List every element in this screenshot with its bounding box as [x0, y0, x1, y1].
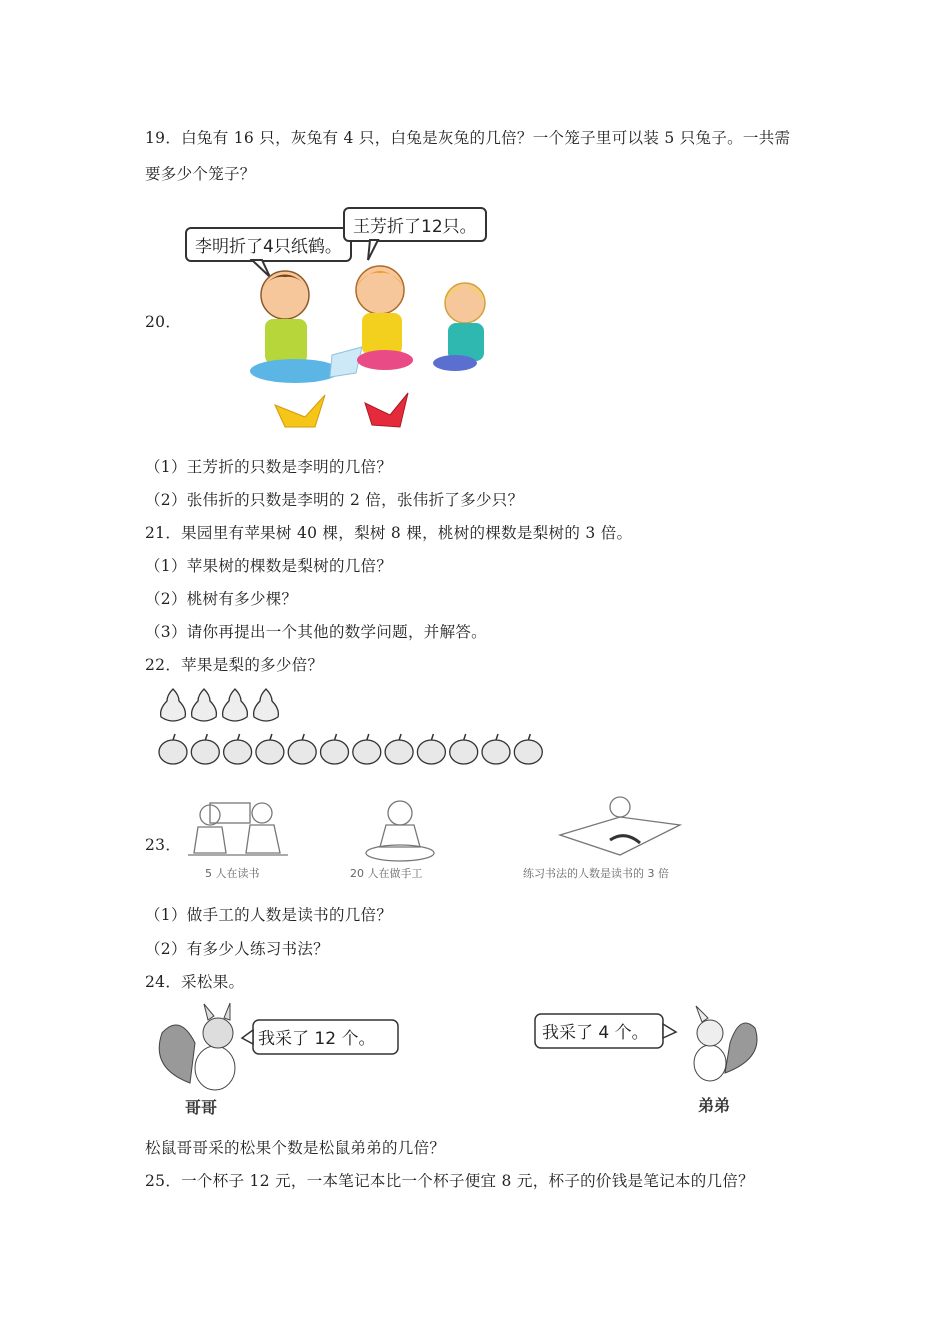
q24-squirrels-illustration — [150, 998, 770, 1123]
apple-icon — [417, 734, 445, 764]
apple-icon — [224, 734, 252, 764]
pear-icon — [223, 689, 248, 721]
gege-speech-text: 我采了 12 个。 — [258, 1029, 376, 1049]
q23-sub1: （1）做手工的人数是读书的几倍？ — [145, 906, 393, 924]
crafts-caption: 20 人在做手工 — [350, 867, 423, 880]
q20-sub2: （2）张伟折的只数是李明的 2 倍，张伟折了多少只？ — [145, 491, 524, 509]
apple-icon — [159, 734, 187, 764]
reading-caption: 5 人在读书 — [205, 867, 260, 880]
apple-icon — [256, 734, 284, 764]
q24-question: 松鼠哥哥采的松果个数是松鼠弟弟的几倍？ — [145, 1139, 446, 1157]
q20-number: 20． — [145, 313, 182, 331]
q23-activities-illustration — [180, 795, 720, 890]
q22-stem: 22．苹果是梨的多少倍？ — [145, 656, 324, 674]
q19-line2: 要多少个笼子？ — [145, 165, 256, 183]
squirrels-image — [150, 998, 770, 1093]
q21-sub1: （1）苹果树的棵数是梨树的几倍？ — [145, 557, 393, 575]
pear-icon — [161, 689, 186, 721]
q23-sub2: （2）有多少人练习书法？ — [145, 940, 329, 958]
q21-sub3: （3）请你再提出一个其他的数学问题，并解答。 — [145, 623, 487, 641]
q25-stem: 25．一个杯子 12 元，一本笔记本比一个杯子便宜 8 元，杯子的价钱是笔记本的几倍？ — [145, 1172, 754, 1190]
apple-icon — [191, 734, 219, 764]
children-folding-cranes-image — [180, 205, 510, 435]
apple-icon — [385, 734, 413, 764]
liming-speech-bubble: 李明折了4只纸鹤。 — [185, 227, 352, 262]
gege-label: 哥哥 — [185, 1098, 218, 1117]
q21-stem: 21．果园里有苹果树 40 棵，梨树 8 棵，桃树的棵数是梨树的 3 倍。 — [145, 524, 633, 542]
apple-icon — [353, 734, 381, 764]
didi-label: 弟弟 — [698, 1096, 731, 1115]
calligraphy-caption: 练习书法的人数是读书的 3 倍 — [523, 867, 669, 880]
apple-icon — [288, 734, 316, 764]
apple-icon — [514, 734, 542, 764]
q23-number: 23． — [145, 836, 182, 854]
q24-stem: 24．采松果。 — [145, 973, 245, 991]
pear-icon — [254, 689, 279, 721]
apple-icon — [482, 734, 510, 764]
apple-icon — [450, 734, 478, 764]
didi-speech-text: 我采了 4 个。 — [542, 1023, 649, 1043]
apple-icon — [321, 734, 349, 764]
activities-sketch-image — [180, 795, 720, 870]
wangfang-speech-bubble: 王芳折了12只。 — [343, 207, 487, 242]
pears-and-apples-image — [155, 685, 555, 775]
q21-sub2: （2）桃树有多少棵？ — [145, 590, 298, 608]
pear-icon — [192, 689, 217, 721]
q20-origami-illustration — [180, 205, 510, 435]
q19-line1: 19．白兔有 16 只，灰兔有 4 只，白兔是灰兔的几倍？一个笼子里可以装 5 只兔子。一共需 — [145, 129, 791, 147]
q20-sub1: （1）王芳折的只数是李明的几倍？ — [145, 458, 393, 476]
